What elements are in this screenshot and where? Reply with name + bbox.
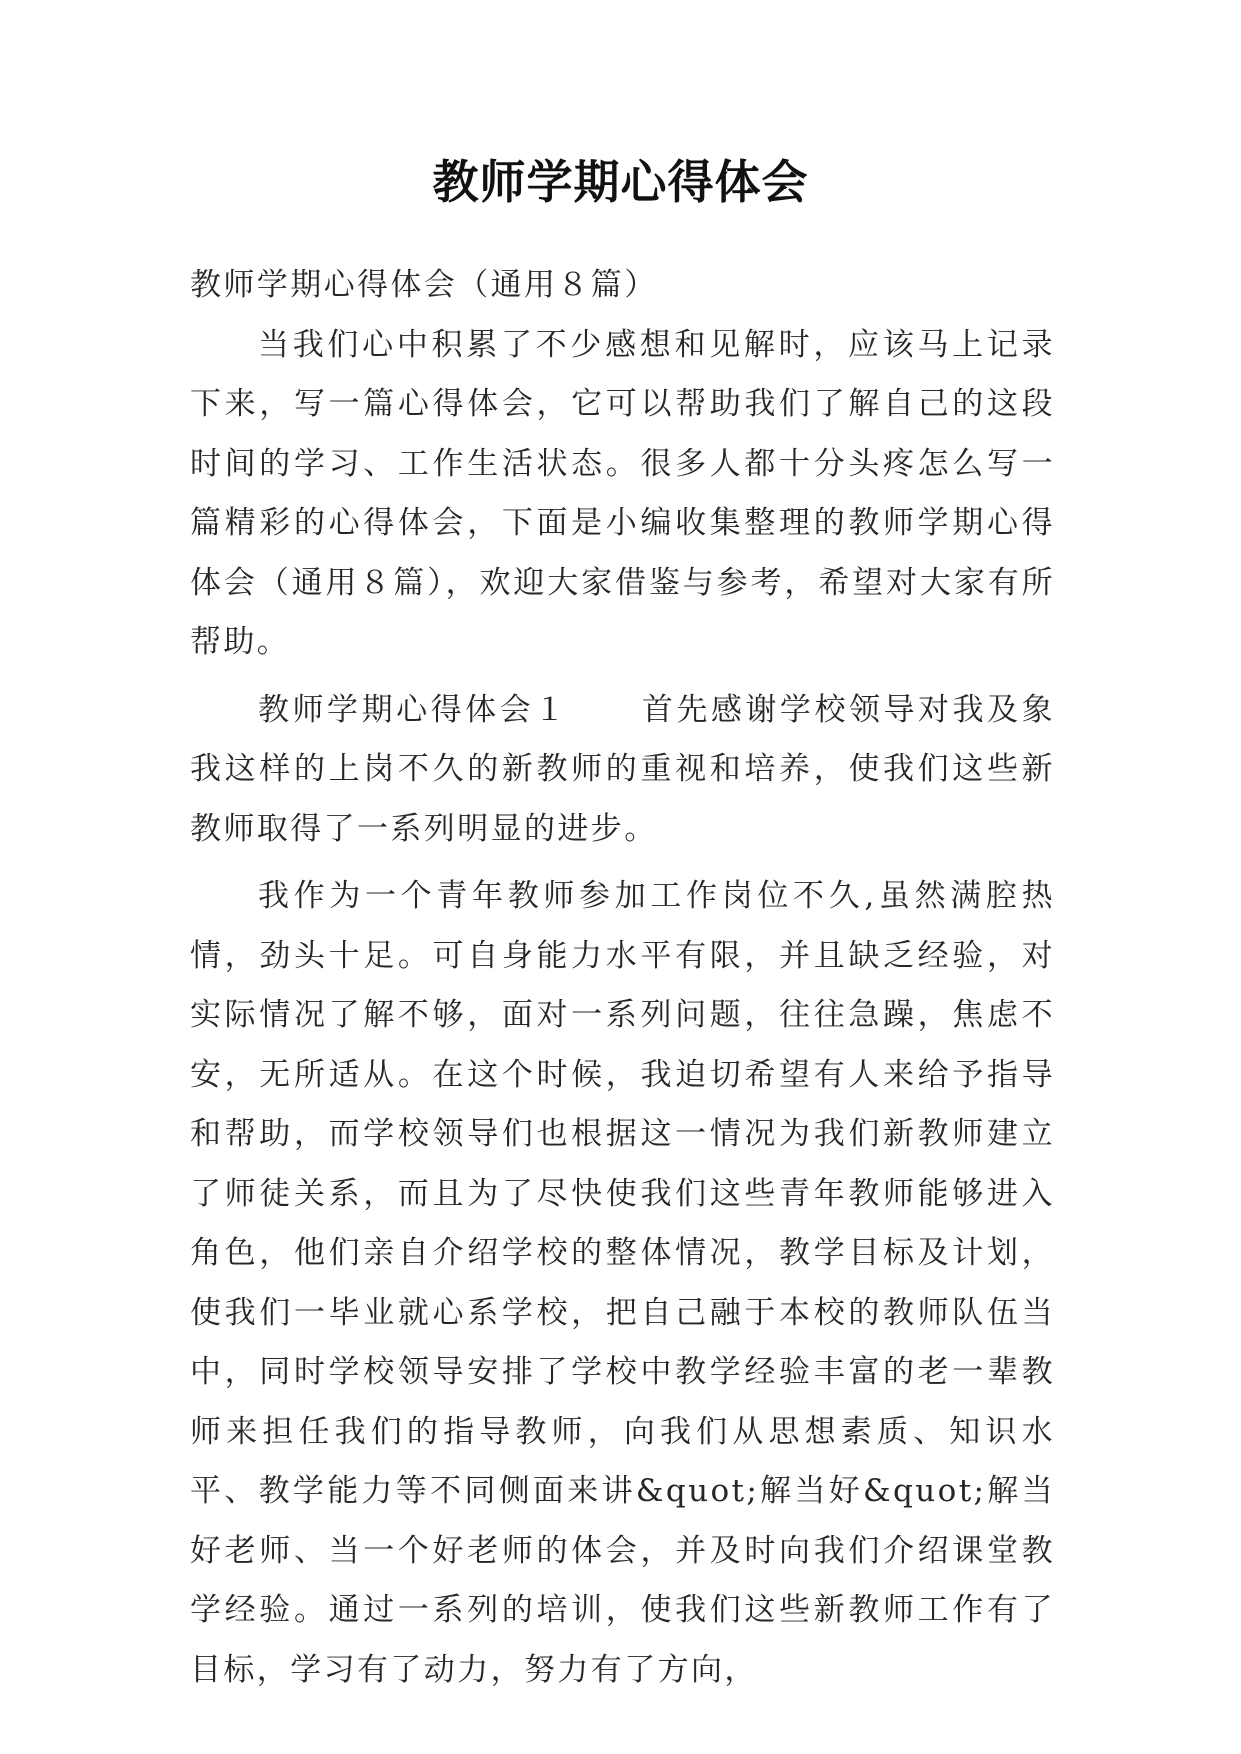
section-1-body-paragraph: 我作为一个青年教师参加工作岗位不久,虽然满腔热情，劲头十足。可自身能力水平有限，并且缺乏经验，对实际情况了解不够，面对一系列问题，往往急躁，焦虑不安，无所适从。在这个时候，我迫切希望有人来给予指导和帮助，而学校领导们也根据这一情况为我们新教师建立了师徒关系，而且为了尽快使我们这些青年教师能够进入角色，他们亲自介绍学校的整体情况，教学目标及计划，使我们一毕业就心系学校，把自己融于本校的教师队伍当中，同时学校领导安排了学校中教学经验丰富的老一辈教师来担任我们的指导教师，向我们从思想素质、知识水平、教学能力等不同侧面来讲&quot;解当好&quot;解当好老师、当一个好老师的体会，并及时向我们介绍课堂教学经验。通过一系列的培训，使我们这些新教师工作有了目标，学习有了动力，努力有了方向， bbox=[190, 878, 1055, 1688]
section-1-lead: 首先感谢学校领导对我及象我这样的上岗不久的新教师的重视和培养，使我们这些新教师取得了一系列明显的进步。 bbox=[190, 691, 1055, 847]
section-1-opening-paragraph bbox=[190, 681, 1055, 860]
document-body bbox=[190, 256, 1055, 1700]
document-subtitle: 教师学期心得体会（通用８篇） bbox=[190, 267, 658, 303]
intro-paragraph: 当我们心中积累了不少感想和见解时，应该马上记录下来，写一篇心得体会，它可以帮助我们了解自己的这段时间的学习、工作生活状态。很多人都十分头疼怎么写一篇精彩的心得体会，下面是小编收集整理的教师学期心得体会（通用８篇），欢迎大家借鉴与参考，希望对大家有所帮助。 bbox=[190, 326, 1055, 660]
section-1-heading: 教师学期心得体会１ bbox=[258, 691, 569, 728]
document-title: 教师学期心得体会 bbox=[432, 155, 809, 209]
